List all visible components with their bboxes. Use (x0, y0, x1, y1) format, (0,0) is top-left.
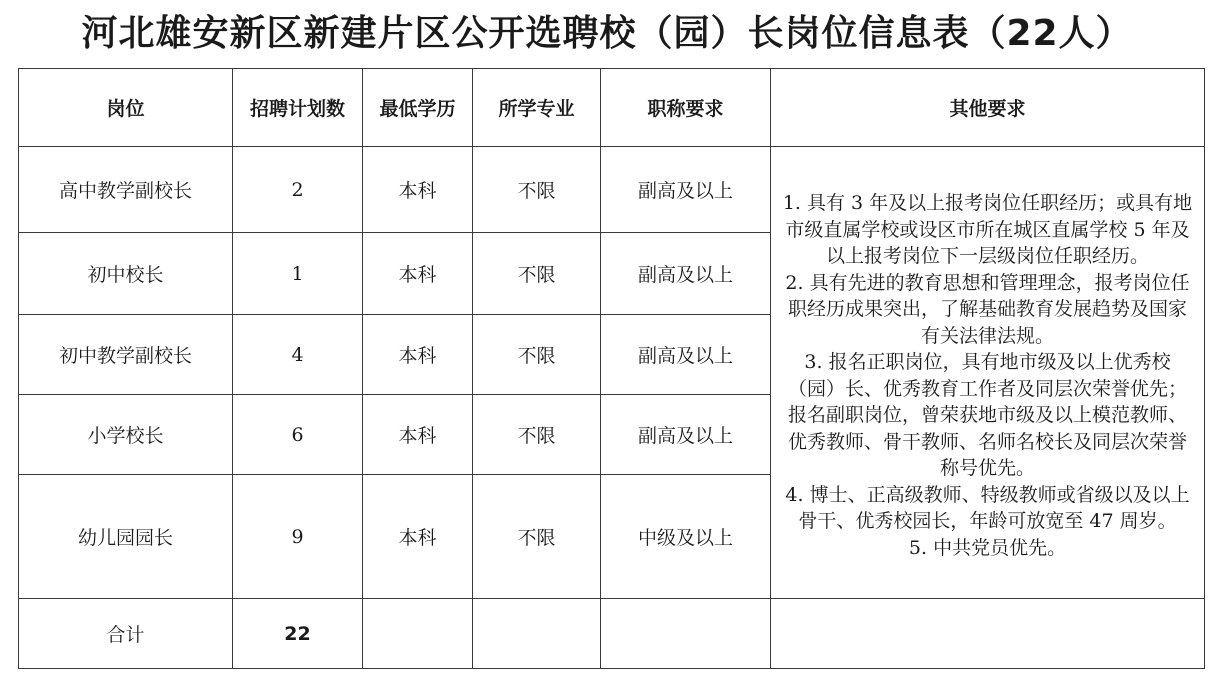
requirement-item: 2. 具有先进的教育思想和管理理念，报考岗位任职经历成果突出，了解基础教育发展趋势及国家有关法律法规。 (785, 271, 1190, 347)
cell-title-requirement: 副高及以上 (601, 147, 771, 233)
cell-major: 不限 (473, 395, 601, 475)
empty-cell (363, 599, 473, 669)
header-other-requirements: 其他要求 (771, 69, 1205, 147)
cell-education: 本科 (363, 233, 473, 315)
cell-plan: 1 (233, 233, 363, 315)
total-plan: 22 (233, 599, 363, 669)
empty-cell (601, 599, 771, 669)
cell-title-requirement: 副高及以上 (601, 395, 771, 475)
cell-major: 不限 (473, 147, 601, 233)
cell-major: 不限 (473, 315, 601, 395)
header-major: 所学专业 (473, 69, 601, 147)
requirement-item: 3. 报名正职岗位，具有地市级及以上优秀校（园）长、优秀教育工作者及同层次荣誉优先；报名副职岗位，曾荣获地市级及以上模范教师、优秀教师、骨干教师、名师名校长及同层次荣誉称号优先。 (787, 351, 1187, 479)
table-row (19, 147, 1205, 233)
cell-plan: 9 (233, 475, 363, 599)
cell-position: 幼儿园园长 (19, 475, 233, 599)
positions-table (18, 68, 1205, 669)
cell-education: 本科 (363, 395, 473, 475)
requirement-item: 1. 具有 3 年及以上报考岗位任职经历；或具有地市级直属学校或设区市所在城区直属学校 5 年及以上报考岗位下一层级岗位任职经历。 (782, 192, 1193, 267)
cell-position: 小学校长 (19, 395, 233, 475)
header-title-requirement: 职称要求 (601, 69, 771, 147)
cell-title-requirement: 副高及以上 (601, 233, 771, 315)
cell-position: 初中教学副校长 (19, 315, 233, 395)
cell-plan: 6 (233, 395, 363, 475)
cell-education: 本科 (363, 147, 473, 233)
cell-position: 初中校长 (19, 233, 233, 315)
other-requirements-cell (771, 147, 1205, 599)
cell-education: 本科 (363, 315, 473, 395)
header-row (19, 69, 1205, 147)
header-position: 岗位 (19, 69, 233, 147)
requirement-item: 4. 博士、正高级教师、特级教师或省级以及以上骨干、优秀校园长，年龄可放宽至 47 周岁。 (785, 483, 1190, 532)
cell-title-requirement: 中级及以上 (601, 475, 771, 599)
empty-cell (473, 599, 601, 669)
cell-major: 不限 (473, 233, 601, 315)
cell-title-requirement: 副高及以上 (601, 315, 771, 395)
cell-plan: 4 (233, 315, 363, 395)
empty-cell (771, 599, 1205, 669)
cell-position: 高中教学副校长 (19, 147, 233, 233)
cell-major: 不限 (473, 475, 601, 599)
total-row (19, 599, 1205, 669)
cell-plan: 2 (233, 147, 363, 233)
header-plan: 招聘计划数 (233, 69, 363, 147)
header-education: 最低学历 (363, 69, 473, 147)
page-title: 河北雄安新区新建片区公开选聘校（园）长岗位信息表（22人） (81, 13, 1133, 54)
total-label: 合计 (19, 599, 233, 669)
requirement-item: 5. 中共党员优先。 (908, 536, 1067, 559)
cell-education: 本科 (363, 475, 473, 599)
